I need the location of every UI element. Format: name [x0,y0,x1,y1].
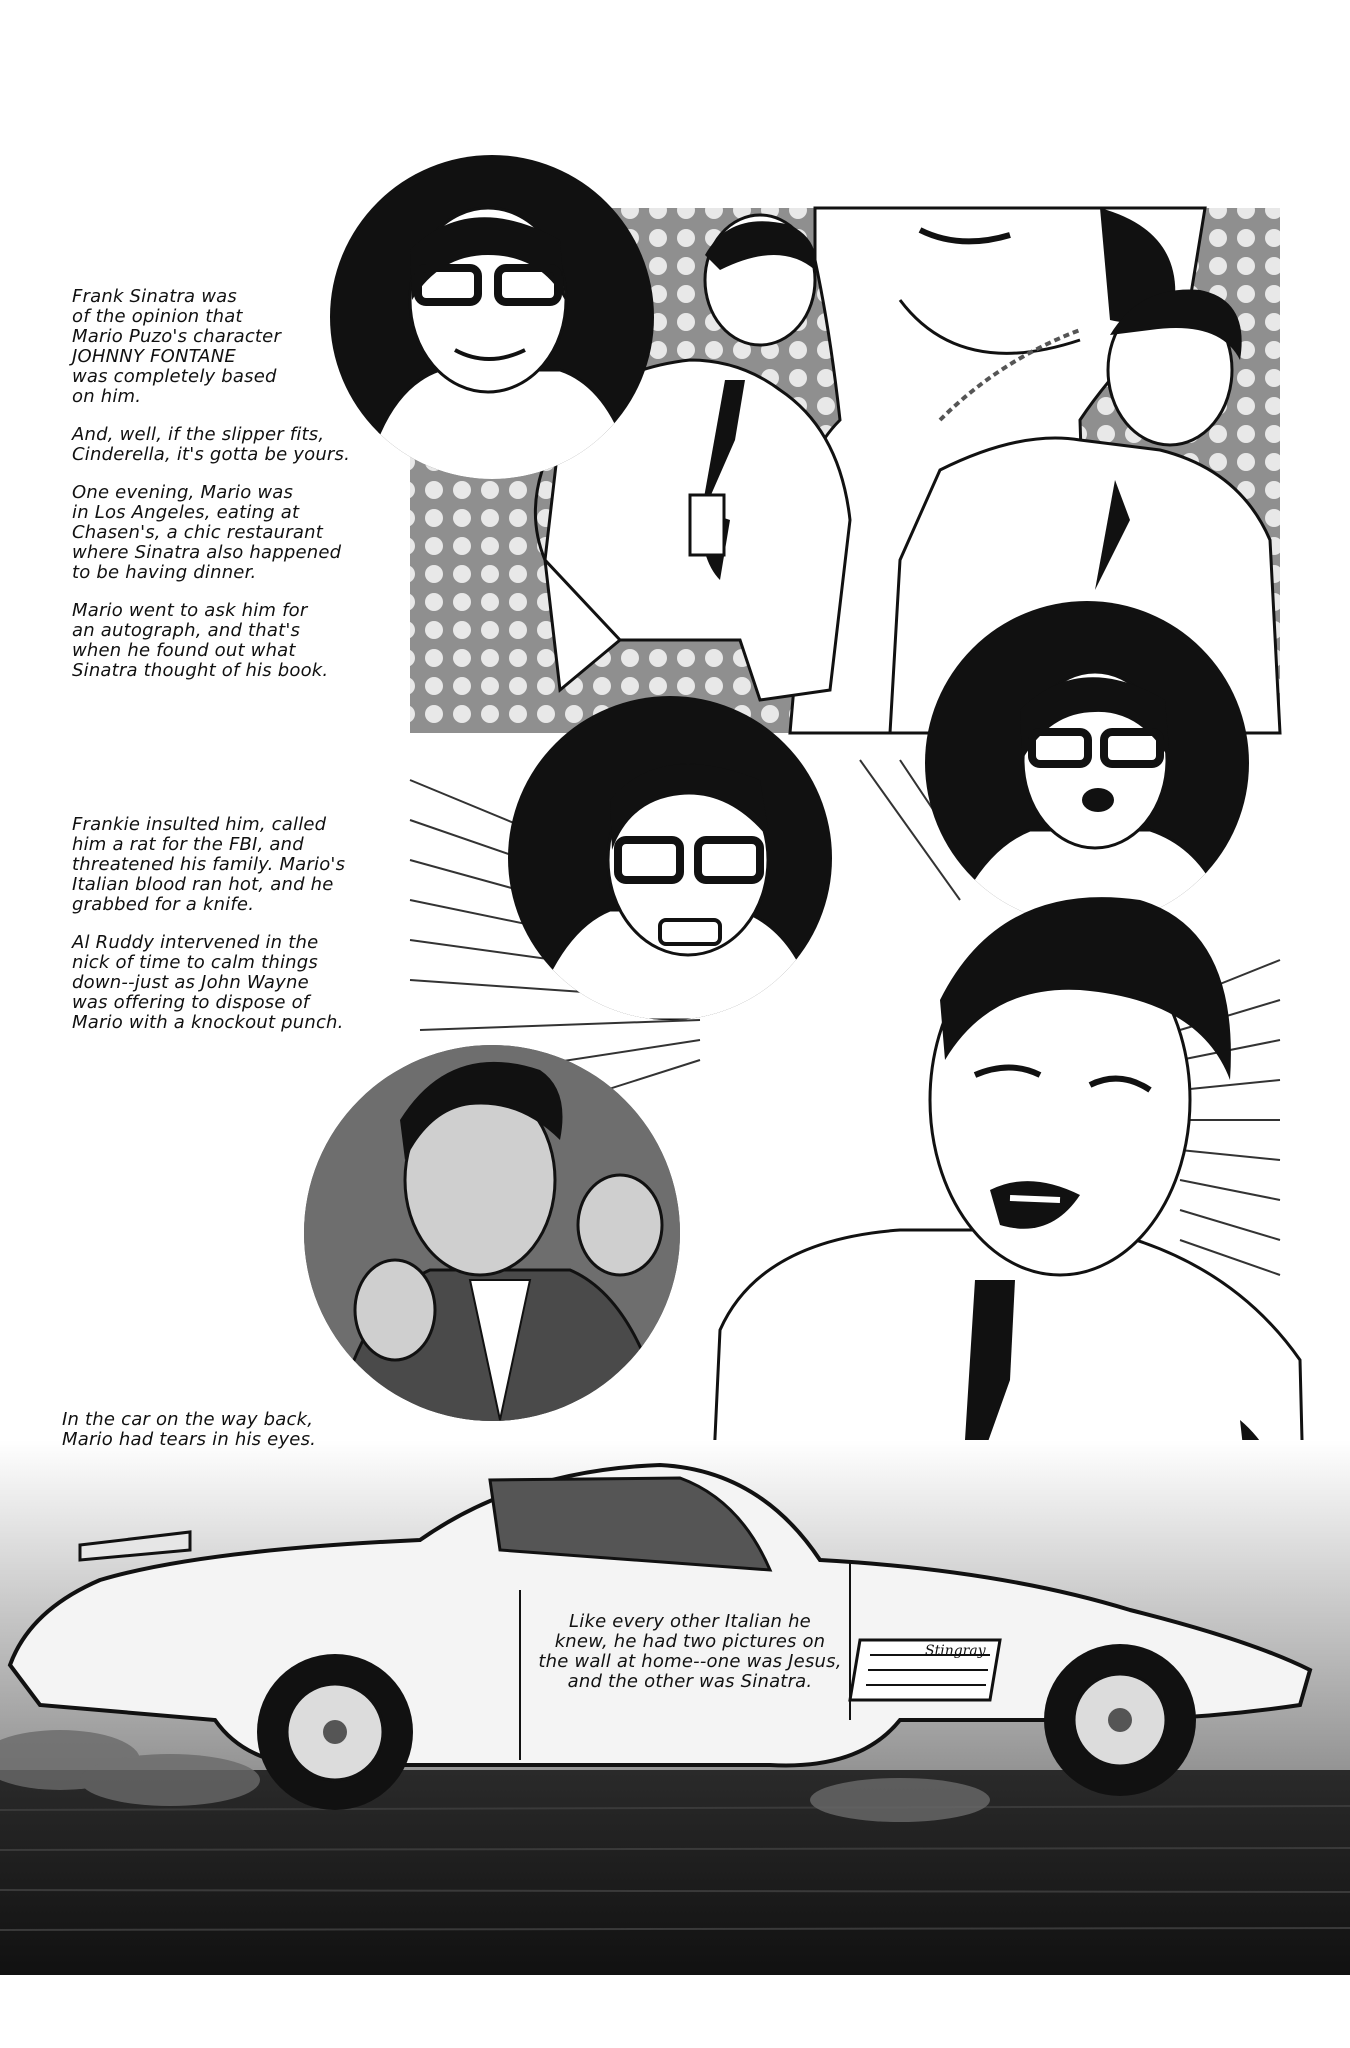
caption-paragraph: Like every other Italian he knew, he had two pictures on the wall at home--one was Jesus, and the other was Sinatra. [538,1611,842,1692]
caption-block-4 [520,1612,860,1710]
circle-panel-puzo-angry [508,696,832,1020]
car-script-badge: Stingray [925,1643,986,1659]
circle-panel-john-wayne [300,1040,680,1440]
caption-paragraph: And, well, if the slipper fits, Cinderella, it's gotta be yours. [72,424,351,465]
caption-paragraph: Frank Sinatra was of the opinion that Mario Puzo's character JOHNNY FONTANE was completely based on him. [72,286,282,407]
circle-panel-puzo-talking [925,601,1249,925]
caption-paragraph: Al Ruddy intervened in the nick of time to calm things down--just as John Wayne was offering to dispose of Mario with a knockout punch. [72,932,344,1033]
caption-paragraph: One evening, Mario was in Los Angeles, eating at Chasen's, a chic restaurant where Sinatra also happened to be having dinner. [72,482,342,583]
caption-block-1 [72,287,402,699]
caption-paragraph: Mario went to ask him for an autograph, and that's when he found out what Sinatra thought of his book. [72,600,329,681]
caption-paragraph: In the car on the way back, Mario had tears in his eyes. [62,1409,317,1450]
caption-block-3 [62,1410,392,1468]
caption-paragraph: Frankie insulted him, called him a rat for the FBI, and threatened his family. Mario's Italian blood ran hot, and he grabbed for a knife. [72,814,346,915]
caption-block-2 [72,815,402,1051]
